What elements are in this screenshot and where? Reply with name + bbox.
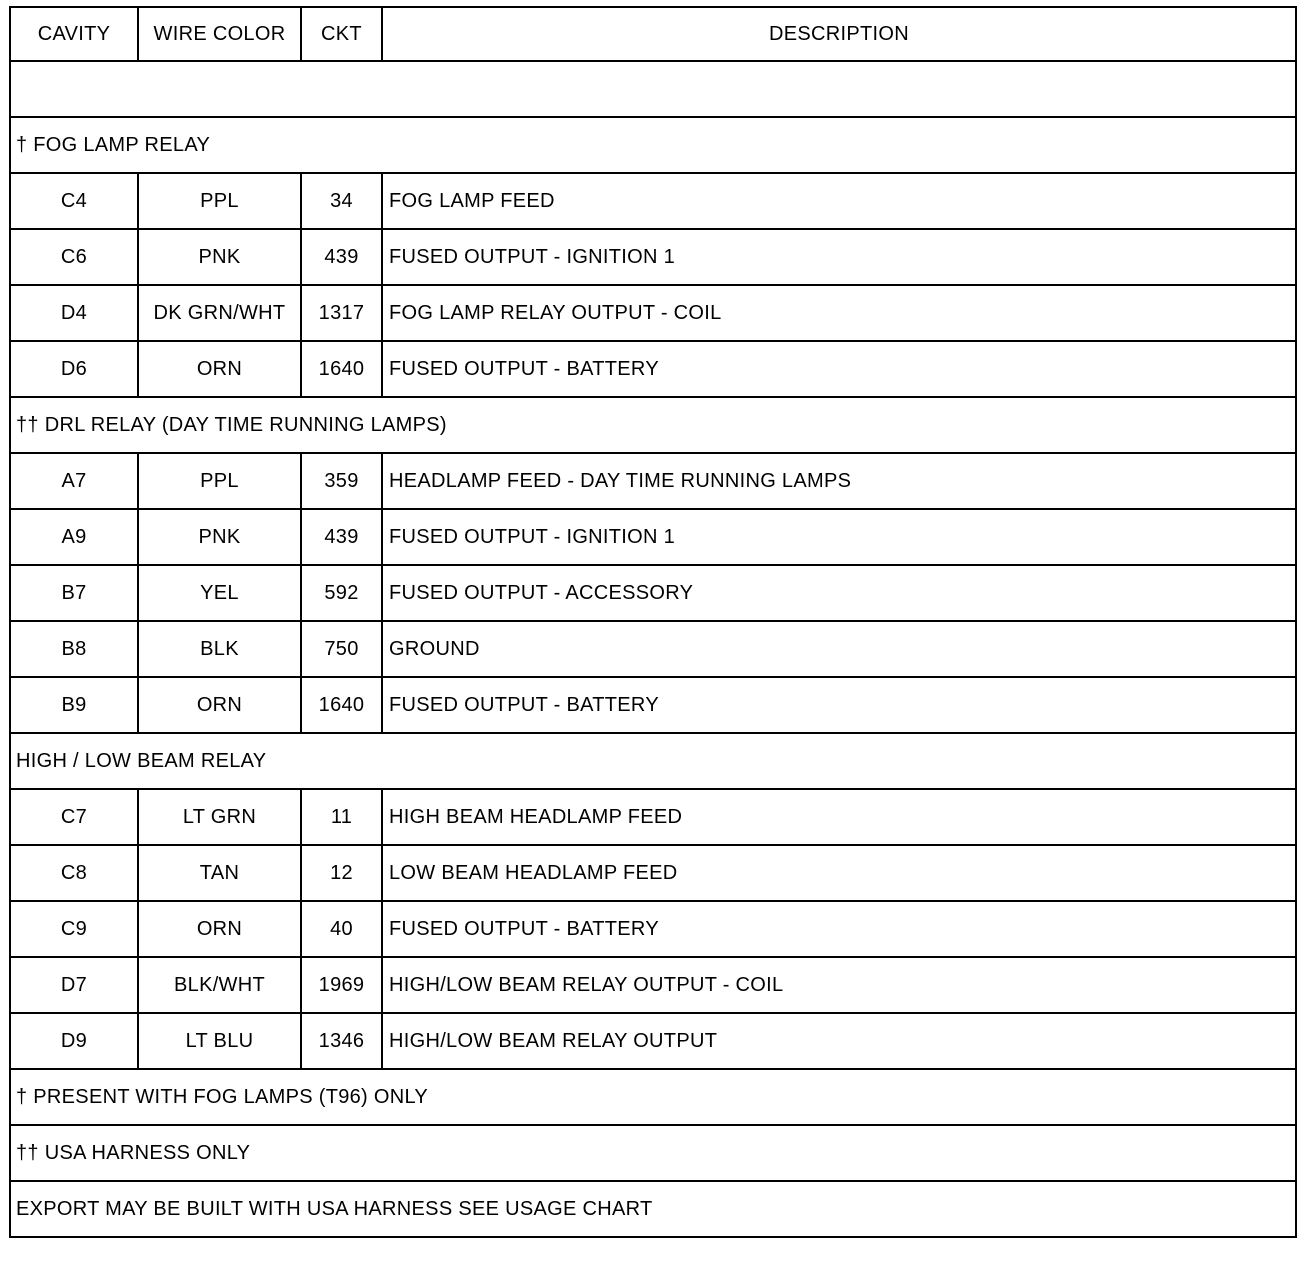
cavity-cell: D6 — [10, 341, 138, 397]
cavity-cell: A7 — [10, 453, 138, 509]
description-cell: FUSED OUTPUT - BATTERY — [382, 677, 1296, 733]
ckt-cell: 1640 — [301, 677, 382, 733]
table-body — [10, 61, 1296, 1237]
section-title-row — [10, 397, 1296, 453]
wire-color-cell: PNK — [138, 229, 301, 285]
cavity-cell: C7 — [10, 789, 138, 845]
wire-color-cell: LT GRN — [138, 789, 301, 845]
note-row — [10, 1181, 1296, 1237]
cavity-cell: D4 — [10, 285, 138, 341]
wire-color-cell: PNK — [138, 509, 301, 565]
description-cell: GROUND — [382, 621, 1296, 677]
section-title-drl-relay: †† DRL RELAY (DAY TIME RUNNING LAMPS) — [10, 397, 1296, 453]
note-export: EXPORT MAY BE BUILT WITH USA HARNESS SEE USAGE CHART — [10, 1181, 1296, 1237]
cavity-cell: B8 — [10, 621, 138, 677]
cavity-cell: D7 — [10, 957, 138, 1013]
header-wire-color: WIRE COLOR — [138, 7, 301, 61]
table-row — [10, 509, 1296, 565]
blank-row — [10, 61, 1296, 117]
wire-color-cell: TAN — [138, 845, 301, 901]
description-cell: FUSED OUTPUT - BATTERY — [382, 901, 1296, 957]
ckt-cell: 359 — [301, 453, 382, 509]
description-cell: HEADLAMP FEED - DAY TIME RUNNING LAMPS — [382, 453, 1296, 509]
blank-cell — [10, 61, 1296, 117]
table-row — [10, 901, 1296, 957]
description-cell: HIGH BEAM HEADLAMP FEED — [382, 789, 1296, 845]
table-row — [10, 957, 1296, 1013]
cavity-cell: D9 — [10, 1013, 138, 1069]
ckt-cell: 1317 — [301, 285, 382, 341]
wire-color-cell: ORN — [138, 341, 301, 397]
ckt-cell: 439 — [301, 509, 382, 565]
description-cell: FOG LAMP FEED — [382, 173, 1296, 229]
section-title-row — [10, 733, 1296, 789]
ckt-cell: 12 — [301, 845, 382, 901]
note-row — [10, 1069, 1296, 1125]
description-cell: FUSED OUTPUT - IGNITION 1 — [382, 509, 1296, 565]
description-cell: FOG LAMP RELAY OUTPUT - COIL — [382, 285, 1296, 341]
table-row — [10, 789, 1296, 845]
connector-table — [9, 6, 1297, 1238]
ckt-cell: 11 — [301, 789, 382, 845]
table-row — [10, 173, 1296, 229]
description-cell: FUSED OUTPUT - ACCESSORY — [382, 565, 1296, 621]
wire-color-cell: BLK — [138, 621, 301, 677]
section-title-row — [10, 117, 1296, 173]
cavity-cell: C4 — [10, 173, 138, 229]
wire-color-cell: YEL — [138, 565, 301, 621]
ckt-cell: 34 — [301, 173, 382, 229]
wire-color-cell: ORN — [138, 677, 301, 733]
header-row — [10, 7, 1296, 61]
description-cell: LOW BEAM HEADLAMP FEED — [382, 845, 1296, 901]
table-row — [10, 565, 1296, 621]
table-row — [10, 341, 1296, 397]
cavity-cell: C9 — [10, 901, 138, 957]
header-cavity: CAVITY — [10, 7, 138, 61]
cavity-cell: A9 — [10, 509, 138, 565]
table-row — [10, 621, 1296, 677]
table-row — [10, 845, 1296, 901]
note-row — [10, 1125, 1296, 1181]
header-ckt: CKT — [301, 7, 382, 61]
ckt-cell: 592 — [301, 565, 382, 621]
ckt-cell: 1346 — [301, 1013, 382, 1069]
section-title-high-low-beam-relay: HIGH / LOW BEAM RELAY — [10, 733, 1296, 789]
ckt-cell: 1640 — [301, 341, 382, 397]
ckt-cell: 439 — [301, 229, 382, 285]
description-cell: HIGH/LOW BEAM RELAY OUTPUT - COIL — [382, 957, 1296, 1013]
description-cell: FUSED OUTPUT - BATTERY — [382, 341, 1296, 397]
description-cell: FUSED OUTPUT - IGNITION 1 — [382, 229, 1296, 285]
ckt-cell: 40 — [301, 901, 382, 957]
ckt-cell: 1969 — [301, 957, 382, 1013]
cavity-cell: B9 — [10, 677, 138, 733]
header-description: DESCRIPTION — [382, 7, 1296, 61]
table-row — [10, 229, 1296, 285]
note-fog-lamps: † PRESENT WITH FOG LAMPS (T96) ONLY — [10, 1069, 1296, 1125]
section-title-fog-lamp-relay: † FOG LAMP RELAY — [10, 117, 1296, 173]
table-row — [10, 453, 1296, 509]
note-usa-harness: †† USA HARNESS ONLY — [10, 1125, 1296, 1181]
wire-color-cell: PPL — [138, 173, 301, 229]
table-row — [10, 677, 1296, 733]
cavity-cell: C8 — [10, 845, 138, 901]
table-row — [10, 1013, 1296, 1069]
wire-color-cell: ORN — [138, 901, 301, 957]
description-cell: HIGH/LOW BEAM RELAY OUTPUT — [382, 1013, 1296, 1069]
cavity-cell: C6 — [10, 229, 138, 285]
wire-color-cell: BLK/WHT — [138, 957, 301, 1013]
table-row — [10, 285, 1296, 341]
wire-color-cell: DK GRN/WHT — [138, 285, 301, 341]
cavity-cell: B7 — [10, 565, 138, 621]
wire-color-cell: PPL — [138, 453, 301, 509]
ckt-cell: 750 — [301, 621, 382, 677]
wire-color-cell: LT BLU — [138, 1013, 301, 1069]
